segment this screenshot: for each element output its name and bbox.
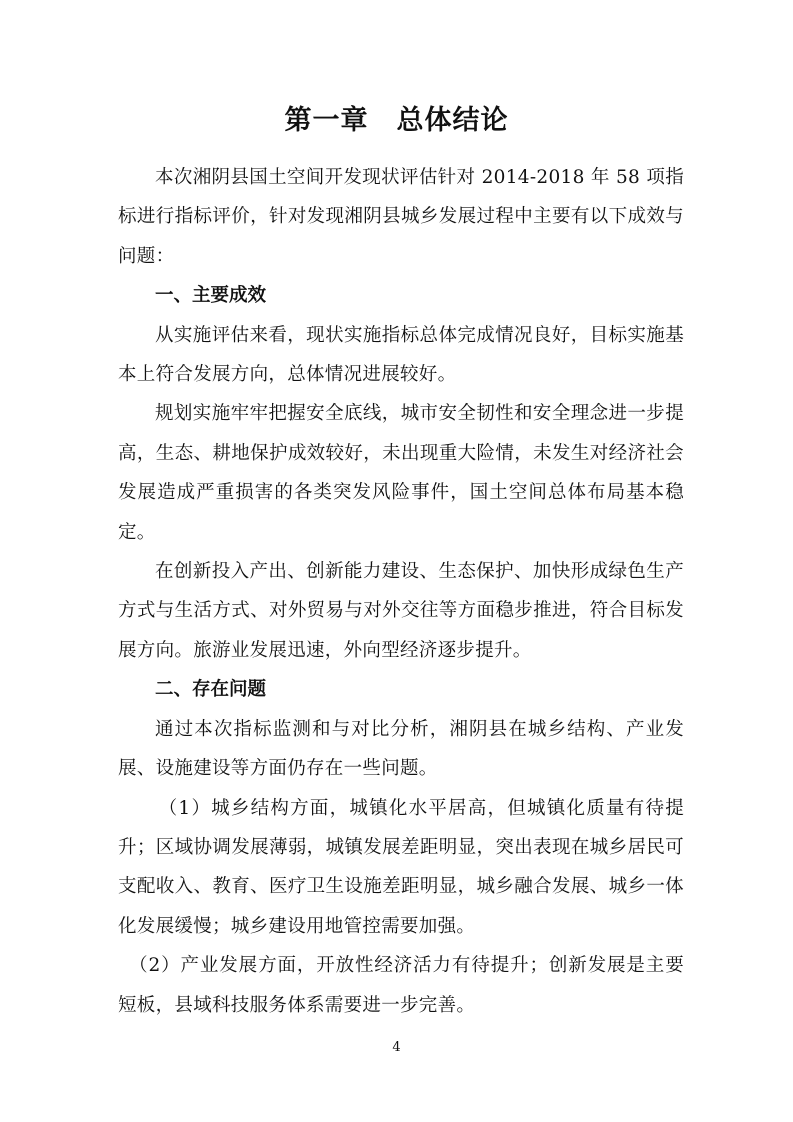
problem-item-2: （2）产业发展方面，开放性经济活力有待提升；创新发展是主要短板，县域科技服务体系需要进一步完善。 bbox=[118, 955, 684, 1016]
achievements-paragraph-1: 从实施评估来看，现状实施指标总体完成情况良好，目标实施基本上符合发展方向，总体情况进展较好。 bbox=[118, 324, 684, 386]
problems-intro-paragraph: 通过本次指标监测和与对比分析，湘阴县在城乡结构、产业发展、设施建设等方面仍存在一些问题。 bbox=[118, 718, 684, 780]
problem-item-1: （1）城乡结构方面，城镇化水平居高，但城镇化质量有待提升；区域协调发展薄弱，城镇发展差距明显，突出表现在城乡居民可支配收入、教育、医疗卫生设施差距明显，城乡融合发展、城乡一体化发展缓慢；城乡建设用地管控需要加强。 bbox=[118, 797, 684, 937]
intro-paragraph: 本次湘阴县国土空间开发现状评估针对 2014-2018 年 58 项指标进行指标评价，针对发现湘阴县城乡发展过程中主要有以下成效与问题： bbox=[118, 167, 684, 267]
page-number: 4 bbox=[392, 1040, 401, 1055]
achievements-paragraph-3: 在创新投入产出、创新能力建设、生态保护、加快形成绿色生产方式与生活方式、对外贸易与对外交往等方面稳步推进，符合目标发展方向。旅游业发展迅速，外向型经济逐步提升。 bbox=[118, 561, 684, 661]
section-heading-problems: 二、存在问题 bbox=[155, 679, 267, 701]
achievements-paragraph-2: 规划实施牢牢把握安全底线，城市安全韧性和安全理念进一步提高，生态、耕地保护成效较好，未出现重大险情，未发生对经济社会发展造成严重损害的各类突发风险事件，国土空间总体布局基本稳定。 bbox=[118, 403, 684, 543]
chapter-title: 第一章 总体结论 bbox=[284, 105, 509, 136]
document-body bbox=[118, 158, 684, 1025]
section-heading-achievements: 一、主要成效 bbox=[155, 285, 267, 307]
